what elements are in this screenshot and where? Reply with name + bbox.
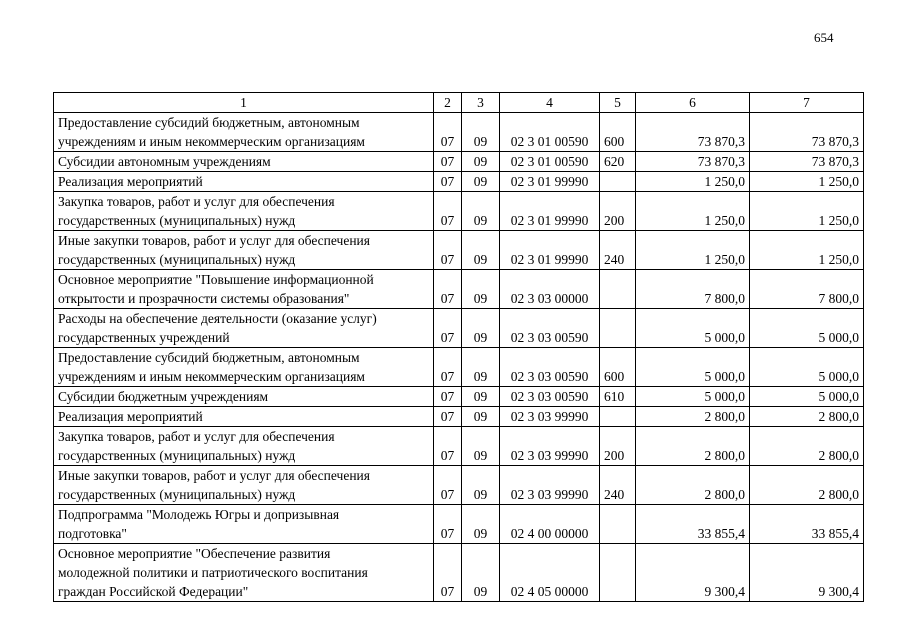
row-name: Основное мероприятие "Обеспечение развития молодежной политики и патриотического воспитания граждан Российской Федерации" — [54, 544, 434, 602]
row-target-code: 02 3 03 00590 — [500, 348, 600, 387]
table-row — [54, 544, 864, 602]
row-section: 07 — [434, 309, 462, 348]
row-subsection: 09 — [462, 387, 500, 407]
row-section: 07 — [434, 466, 462, 505]
row-subsection: 09 — [462, 427, 500, 466]
row-subsection: 09 — [462, 270, 500, 309]
row-amount-7: 73 870,3 — [750, 152, 864, 172]
row-target-code: 02 3 03 00000 — [500, 270, 600, 309]
row-amount-7: 9 300,4 — [750, 544, 864, 602]
row-amount-6: 5 000,0 — [636, 309, 750, 348]
row-subsection: 09 — [462, 309, 500, 348]
row-name: Субсидии бюджетным учреждениям — [54, 387, 434, 407]
row-amount-7: 5 000,0 — [750, 387, 864, 407]
row-expense-type: 610 — [600, 387, 636, 407]
row-amount-7: 7 800,0 — [750, 270, 864, 309]
table-row — [54, 427, 864, 466]
table-row — [54, 348, 864, 387]
table-row — [54, 270, 864, 309]
row-name: Реализация мероприятий — [54, 407, 434, 427]
column-header-3: 3 — [462, 93, 500, 113]
row-target-code: 02 3 01 00590 — [500, 152, 600, 172]
row-subsection: 09 — [462, 544, 500, 602]
row-name: Закупка товаров, работ и услуг для обеспечения государственных (муниципальных) нужд — [54, 192, 434, 231]
row-name: Закупка товаров, работ и услуг для обеспечения государственных (муниципальных) нужд — [54, 427, 434, 466]
row-target-code: 02 3 03 99990 — [500, 427, 600, 466]
row-target-code: 02 3 03 00590 — [500, 387, 600, 407]
row-section: 07 — [434, 152, 462, 172]
table-body — [54, 113, 864, 602]
row-section: 07 — [434, 270, 462, 309]
row-subsection: 09 — [462, 231, 500, 270]
row-expense-type — [600, 172, 636, 192]
row-amount-6: 73 870,3 — [636, 152, 750, 172]
row-amount-6: 2 800,0 — [636, 427, 750, 466]
column-header-6: 6 — [636, 93, 750, 113]
row-section: 07 — [434, 172, 462, 192]
table-row — [54, 387, 864, 407]
row-amount-7: 1 250,0 — [750, 192, 864, 231]
table-row — [54, 309, 864, 348]
row-expense-type — [600, 407, 636, 427]
row-section: 07 — [434, 427, 462, 466]
row-name: Субсидии автономным учреждениям — [54, 152, 434, 172]
row-subsection: 09 — [462, 152, 500, 172]
page-number: 654 — [814, 30, 834, 45]
row-target-code: 02 3 03 99990 — [500, 466, 600, 505]
row-subsection: 09 — [462, 505, 500, 544]
column-header-1: 1 — [54, 93, 434, 113]
row-name: Подпрограмма "Молодежь Югры и допризывная подготовка" — [54, 505, 434, 544]
table-row — [54, 231, 864, 270]
row-section: 07 — [434, 231, 462, 270]
row-section: 07 — [434, 544, 462, 602]
row-amount-7: 2 800,0 — [750, 427, 864, 466]
row-section: 07 — [434, 192, 462, 231]
row-target-code: 02 4 00 00000 — [500, 505, 600, 544]
column-header-5: 5 — [600, 93, 636, 113]
row-section: 07 — [434, 505, 462, 544]
column-header-4: 4 — [500, 93, 600, 113]
row-amount-6: 1 250,0 — [636, 231, 750, 270]
row-section: 07 — [434, 113, 462, 152]
row-amount-7: 2 800,0 — [750, 466, 864, 505]
row-name: Иные закупки товаров, работ и услуг для обеспечения государственных (муниципальных) нужд — [54, 231, 434, 270]
row-target-code: 02 3 03 99990 — [500, 407, 600, 427]
row-subsection: 09 — [462, 113, 500, 152]
table-row — [54, 466, 864, 505]
row-expense-type: 600 — [600, 113, 636, 152]
row-expense-type: 200 — [600, 427, 636, 466]
table-row — [54, 172, 864, 192]
row-name: Основное мероприятие "Повышение информационной открытости и прозрачности системы образования" — [54, 270, 434, 309]
row-amount-6: 73 870,3 — [636, 113, 750, 152]
row-expense-type — [600, 505, 636, 544]
column-header-2: 2 — [434, 93, 462, 113]
row-target-code: 02 4 05 00000 — [500, 544, 600, 602]
table-row — [54, 152, 864, 172]
row-expense-type — [600, 544, 636, 602]
row-section: 07 — [434, 348, 462, 387]
row-name: Иные закупки товаров, работ и услуг для обеспечения государственных (муниципальных) нужд — [54, 466, 434, 505]
row-amount-7: 33 855,4 — [750, 505, 864, 544]
row-name: Предоставление субсидий бюджетным, автономным учреждениям и иным некоммерческим организациям — [54, 348, 434, 387]
row-expense-type — [600, 309, 636, 348]
row-amount-6: 1 250,0 — [636, 192, 750, 231]
row-target-code: 02 3 01 99990 — [500, 172, 600, 192]
row-amount-7: 73 870,3 — [750, 113, 864, 152]
row-name: Расходы на обеспечение деятельности (оказание услуг) государственных учреждений — [54, 309, 434, 348]
row-expense-type: 200 — [600, 192, 636, 231]
row-name: Реализация мероприятий — [54, 172, 434, 192]
row-name: Предоставление субсидий бюджетным, автономным учреждениям и иным некоммерческим организациям — [54, 113, 434, 152]
row-expense-type: 620 — [600, 152, 636, 172]
row-subsection: 09 — [462, 172, 500, 192]
row-target-code: 02 3 01 99990 — [500, 192, 600, 231]
row-subsection: 09 — [462, 348, 500, 387]
row-amount-7: 2 800,0 — [750, 407, 864, 427]
row-amount-6: 2 800,0 — [636, 407, 750, 427]
table-row — [54, 113, 864, 152]
row-expense-type — [600, 270, 636, 309]
row-amount-6: 1 250,0 — [636, 172, 750, 192]
row-amount-6: 7 800,0 — [636, 270, 750, 309]
row-subsection: 09 — [462, 192, 500, 231]
row-section: 07 — [434, 407, 462, 427]
row-section: 07 — [434, 387, 462, 407]
row-subsection: 09 — [462, 466, 500, 505]
table-row — [54, 192, 864, 231]
row-amount-7: 1 250,0 — [750, 172, 864, 192]
row-subsection: 09 — [462, 407, 500, 427]
row-amount-6: 2 800,0 — [636, 466, 750, 505]
row-amount-7: 1 250,0 — [750, 231, 864, 270]
row-amount-6: 5 000,0 — [636, 387, 750, 407]
column-header-7: 7 — [750, 93, 864, 113]
row-expense-type: 240 — [600, 231, 636, 270]
table-header-row — [54, 93, 864, 113]
row-amount-7: 5 000,0 — [750, 348, 864, 387]
row-amount-6: 33 855,4 — [636, 505, 750, 544]
table-row — [54, 505, 864, 544]
row-expense-type: 600 — [600, 348, 636, 387]
table-row — [54, 407, 864, 427]
row-expense-type: 240 — [600, 466, 636, 505]
row-amount-6: 5 000,0 — [636, 348, 750, 387]
row-target-code: 02 3 01 00590 — [500, 113, 600, 152]
row-target-code: 02 3 03 00590 — [500, 309, 600, 348]
budget-table — [53, 92, 864, 602]
row-target-code: 02 3 01 99990 — [500, 231, 600, 270]
row-amount-7: 5 000,0 — [750, 309, 864, 348]
row-amount-6: 9 300,4 — [636, 544, 750, 602]
